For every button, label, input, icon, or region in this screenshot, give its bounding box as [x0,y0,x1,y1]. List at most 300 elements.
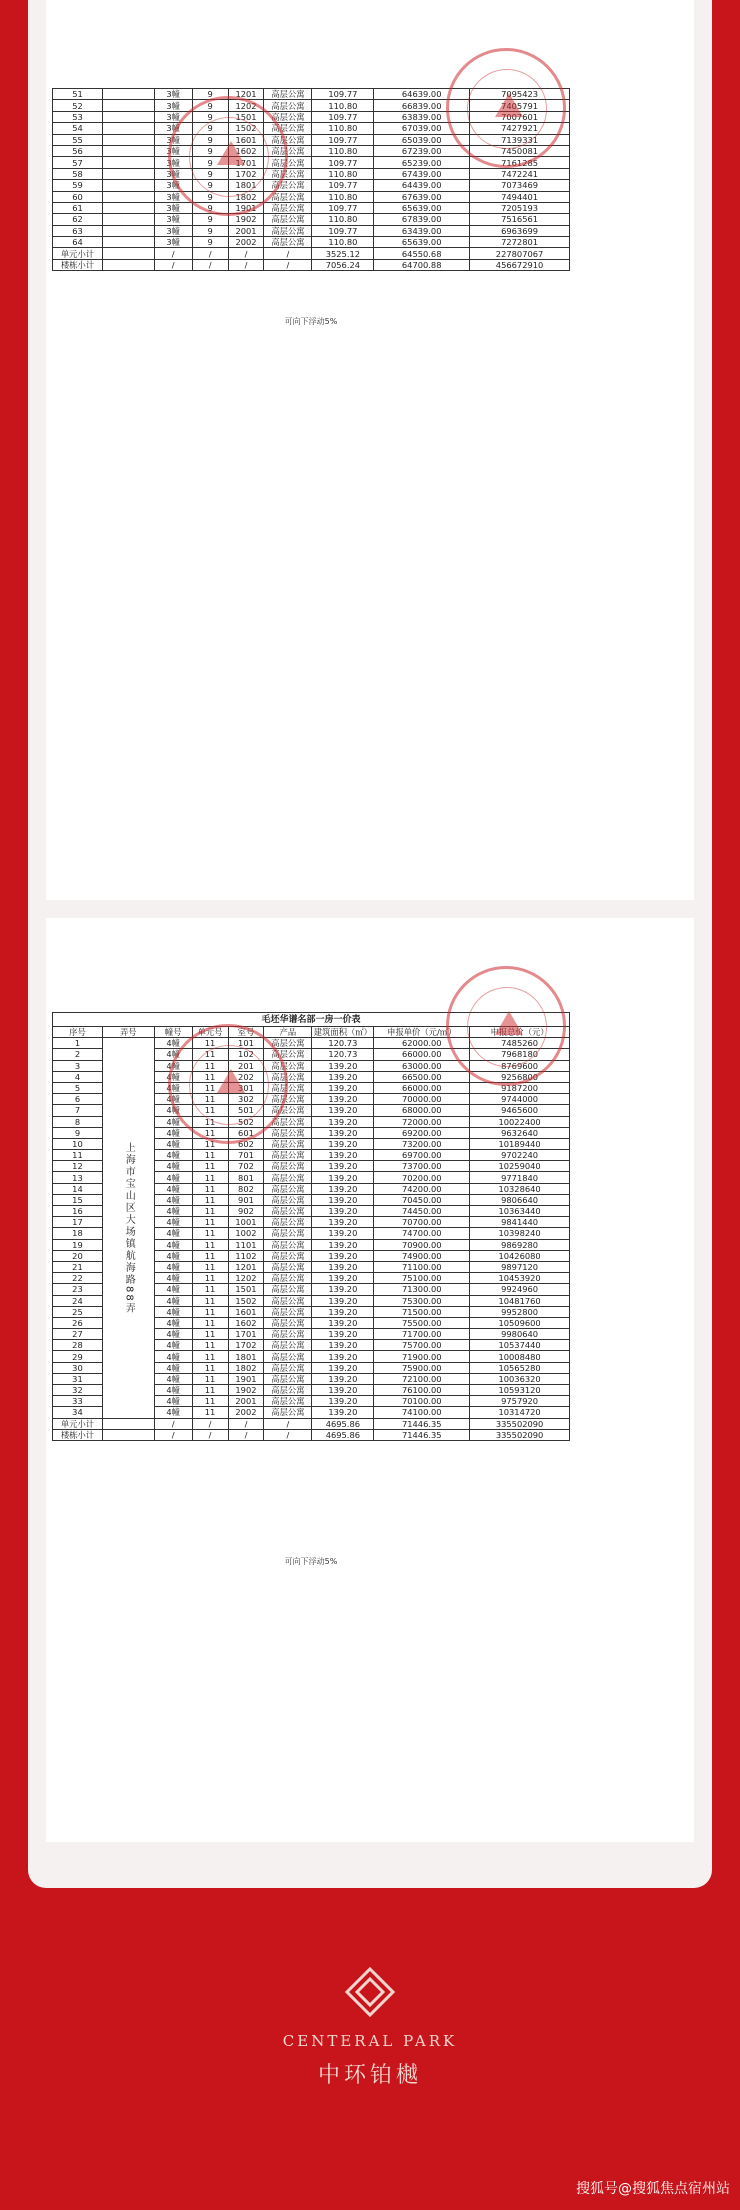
table-cell: 301 [228,1082,264,1093]
table-cell: 3幢 [154,168,192,179]
table-cell: 71446.35 [374,1418,470,1429]
table-cell: 4幢 [154,1094,192,1105]
row-number: 6 [53,1094,103,1105]
table-cell: 139.20 [312,1284,374,1295]
table-cell: 70900.00 [374,1239,470,1250]
table-cell: 139.20 [312,1373,374,1384]
subtotal-label: 楼栋小计 [53,259,103,270]
table-cell: / [264,248,312,259]
table-cell: 63839.00 [374,111,470,122]
table-cell: 高层公寓 [264,1071,312,1082]
table-cell: 高层公寓 [264,1373,312,1384]
table-cell: 66000.00 [374,1049,470,1060]
table-cell: 68000.00 [374,1105,470,1116]
table-cell: 4幢 [154,1373,192,1384]
project-cell [102,1429,154,1440]
table-cell: 3幢 [154,89,192,100]
official-seal-stamp [168,1024,288,1144]
table-cell: 11 [192,1105,228,1116]
column-header: 幢号 [154,1027,192,1038]
table-row [53,214,570,225]
table-cell: 高层公寓 [264,1261,312,1272]
table-cell: 1602 [228,145,264,156]
table-cell: 11 [192,1049,228,1060]
table-cell: 110.80 [312,145,374,156]
table-cell: 1201 [228,89,264,100]
table-cell: 3525.12 [312,248,374,259]
float-note-2: 可向下浮动5% [284,1557,338,1566]
row-number: 1 [53,1038,103,1049]
project-address: 上海市宝山区大场镇航海路88弄 [123,1141,135,1315]
table-cell: 高层公寓 [264,1194,312,1205]
table-cell: 11 [192,1094,228,1105]
table-cell: 高层公寓 [264,191,312,202]
table-cell: 11 [192,1373,228,1384]
table-cell: 1702 [228,168,264,179]
table-cell: / [264,1418,312,1429]
table-cell: 4幢 [154,1127,192,1138]
subtotal-label: 单元小计 [53,248,103,259]
table-cell: 7007601 [470,111,570,122]
table-cell: 62000.00 [374,1038,470,1049]
float-note-1: 可向下浮动5% [284,317,338,326]
table-cell: 9806640 [470,1194,570,1205]
project-cell [102,237,154,248]
table-cell: 10036320 [470,1373,570,1384]
subtotal-row [53,1429,570,1440]
row-number: 33 [53,1396,103,1407]
table-cell: 4695.86 [312,1429,374,1440]
row-number: 29 [53,1351,103,1362]
project-cell [102,248,154,259]
table-cell: 4幢 [154,1239,192,1250]
table-cell: 73200.00 [374,1138,470,1149]
table-cell: 高层公寓 [264,1060,312,1071]
table-cell: 9757920 [470,1396,570,1407]
table-cell: 1701 [228,157,264,168]
table-cell: 109.77 [312,89,374,100]
table-cell: 139.20 [312,1217,374,1228]
table-cell: 9 [192,225,228,236]
table-cell: 9744000 [470,1094,570,1105]
table-cell: 7405791 [470,100,570,111]
row-number: 7 [53,1105,103,1116]
table-cell: 110.80 [312,214,374,225]
table-cell: 139.20 [312,1261,374,1272]
table-cell: 109.77 [312,157,374,168]
table-cell: 高层公寓 [264,180,312,191]
table-cell: 9702240 [470,1150,570,1161]
table-cell: 7485260 [470,1038,570,1049]
table-cell: 高层公寓 [264,1105,312,1116]
table-cell: 72100.00 [374,1373,470,1384]
table-cell: 高层公寓 [264,1172,312,1183]
table-cell: 456672910 [470,259,570,270]
table-cell: 11 [192,1138,228,1149]
table-cell: / [154,248,192,259]
table-cell: 2001 [228,1396,264,1407]
table-cell: 11 [192,1306,228,1317]
table-cell: 11 [192,1172,228,1183]
table-cell: 3幢 [154,202,192,213]
table-cell: 120.73 [312,1038,374,1049]
table-cell: 1902 [228,1385,264,1396]
row-number: 21 [53,1261,103,1272]
column-header: 申报总价（元） [470,1027,570,1038]
table-cell: 4幢 [154,1329,192,1340]
table-cell: 1501 [228,111,264,122]
table-row [53,180,570,191]
row-number: 25 [53,1306,103,1317]
table-cell: 9 [192,191,228,202]
table-cell: 71700.00 [374,1329,470,1340]
table-cell: 10398240 [470,1228,570,1239]
row-number: 26 [53,1317,103,1328]
table-cell: 110.80 [312,191,374,202]
table-cell: 67839.00 [374,214,470,225]
table-cell: 139.20 [312,1060,374,1071]
table-cell: 7073469 [470,180,570,191]
row-number: 13 [53,1172,103,1183]
table-cell: 1902 [228,214,264,225]
table-cell: 11 [192,1116,228,1127]
table-cell: 高层公寓 [264,1250,312,1261]
table-cell: 139.20 [312,1340,374,1351]
table-cell: 67439.00 [374,168,470,179]
project-cell [102,202,154,213]
row-number: 5 [53,1082,103,1093]
table-cell: 11 [192,1060,228,1071]
table-cell: 高层公寓 [264,134,312,145]
table-cell: 11 [192,1396,228,1407]
table-cell: 高层公寓 [264,1306,312,1317]
table-row [53,237,570,248]
table-cell: 9980640 [470,1329,570,1340]
table-cell: 9 [192,89,228,100]
column-header: 弄号 [102,1027,154,1038]
table-cell: 139.20 [312,1150,374,1161]
table-cell: 9187200 [470,1082,570,1093]
table-cell: 71100.00 [374,1261,470,1272]
table-cell: 4幢 [154,1082,192,1093]
table-cell: 74450.00 [374,1206,470,1217]
row-number: 4 [53,1071,103,1082]
table-cell: 11 [192,1239,228,1250]
table-cell: 335502090 [470,1429,570,1440]
table-cell: 67039.00 [374,123,470,134]
table-cell: 109.77 [312,180,374,191]
table-cell: 65239.00 [374,157,470,168]
table-cell: 110.80 [312,100,374,111]
table-cell: 75100.00 [374,1273,470,1284]
table-cell: 1202 [228,100,264,111]
table-cell: 高层公寓 [264,1340,312,1351]
table-cell: 11 [192,1340,228,1351]
table-cell: 9 [192,180,228,191]
seal-star-icon [217,141,245,165]
table-cell: 70000.00 [374,1094,470,1105]
table-cell: 11 [192,1250,228,1261]
row-number: 3 [53,1060,103,1071]
table-cell: 高层公寓 [264,1228,312,1239]
table-cell: 64439.00 [374,180,470,191]
row-number: 32 [53,1385,103,1396]
table-cell: 高层公寓 [264,123,312,134]
table-cell: 69700.00 [374,1150,470,1161]
table-cell: 1002 [228,1228,264,1239]
table-cell: 69200.00 [374,1127,470,1138]
table-cell: 9 [192,145,228,156]
table-cell: 10565280 [470,1362,570,1373]
table-cell: 70700.00 [374,1217,470,1228]
seal-star-icon [495,1011,523,1035]
table-cell: 1702 [228,1340,264,1351]
table-cell: 高层公寓 [264,1161,312,1172]
row-number: 54 [53,123,103,134]
table-cell: 高层公寓 [264,111,312,122]
table-cell: 高层公寓 [264,1127,312,1138]
row-number: 58 [53,168,103,179]
table-cell: 74900.00 [374,1250,470,1261]
table-cell: 66839.00 [374,100,470,111]
table-cell: 4幢 [154,1351,192,1362]
project-cell [102,225,154,236]
row-number: 57 [53,157,103,168]
table-cell: 9952800 [470,1306,570,1317]
table-cell: 1202 [228,1273,264,1284]
row-number: 64 [53,237,103,248]
table-cell: / [264,259,312,270]
table-cell: 11 [192,1161,228,1172]
table-cell: 9 [192,202,228,213]
table-cell: 4幢 [154,1340,192,1351]
table-cell: 7427921 [470,123,570,134]
table-cell: 1901 [228,202,264,213]
table-cell: 高层公寓 [264,145,312,156]
project-cell [102,180,154,191]
table-cell: 9897120 [470,1261,570,1272]
row-number: 51 [53,89,103,100]
table-cell: 501 [228,1105,264,1116]
table-cell: 6963699 [470,225,570,236]
table-cell: 4幢 [154,1228,192,1239]
table-cell: 10314720 [470,1407,570,1418]
table-cell: 70450.00 [374,1194,470,1205]
table-cell: 71500.00 [374,1306,470,1317]
table-cell: 139.20 [312,1138,374,1149]
table-cell: 3幢 [154,180,192,191]
table-cell: 3幢 [154,145,192,156]
table-cell: 高层公寓 [264,1206,312,1217]
table-cell: 高层公寓 [264,1150,312,1161]
project-cell [102,111,154,122]
table-cell: / [154,259,192,270]
table-cell: 11 [192,1194,228,1205]
table-cell: / [192,1429,228,1440]
table-cell: 74100.00 [374,1407,470,1418]
table-cell: 7272801 [470,237,570,248]
table-cell: 801 [228,1172,264,1183]
table-cell: 11 [192,1217,228,1228]
row-number: 18 [53,1228,103,1239]
table-cell: 901 [228,1194,264,1205]
table-cell: 4幢 [154,1385,192,1396]
project-cell [102,134,154,145]
table-cell: 11 [192,1407,228,1418]
table-cell: 109.77 [312,134,374,145]
table-cell: 4幢 [154,1049,192,1060]
table-cell: 9 [192,123,228,134]
table-cell: 11 [192,1127,228,1138]
table-cell: 10537440 [470,1340,570,1351]
project-cell [102,123,154,134]
table-cell: 139.20 [312,1407,374,1418]
table-cell: 1701 [228,1329,264,1340]
table-cell: 302 [228,1094,264,1105]
row-number: 52 [53,100,103,111]
table-cell: 10481760 [470,1295,570,1306]
table-cell: 7056.24 [312,259,374,270]
table-cell: 4幢 [154,1105,192,1116]
row-number: 17 [53,1217,103,1228]
table-cell: 11 [192,1261,228,1272]
table-cell: 4幢 [154,1273,192,1284]
table-cell: 70200.00 [374,1172,470,1183]
brand-name-en: CENTERAL PARK [282,2032,458,2050]
table-cell: 4幢 [154,1306,192,1317]
table-cell: 8769600 [470,1060,570,1071]
official-seal-stamp [446,966,566,1086]
table-cell: 9256800 [470,1071,570,1082]
subtotal-label: 单元小计 [53,1418,103,1429]
row-number: 59 [53,180,103,191]
table-cell: 101 [228,1038,264,1049]
row-number: 34 [53,1407,103,1418]
table-cell: 75900.00 [374,1362,470,1373]
row-number: 8 [53,1116,103,1127]
table-cell: 74700.00 [374,1228,470,1239]
table-cell: 3幢 [154,111,192,122]
table-cell: 1102 [228,1250,264,1261]
seal-star-icon [217,1069,245,1093]
table-cell: 4幢 [154,1284,192,1295]
table-cell: 201 [228,1060,264,1071]
table-cell: 7161285 [470,157,570,168]
table-cell: 2002 [228,237,264,248]
table-cell: 高层公寓 [264,157,312,168]
subtotal-row [53,259,570,270]
row-number: 24 [53,1295,103,1306]
project-cell [102,168,154,179]
table-cell: / [228,1418,264,1429]
table-cell: 10189440 [470,1138,570,1149]
table-cell: 高层公寓 [264,1049,312,1060]
table-cell: 7139331 [470,134,570,145]
row-number: 31 [53,1373,103,1384]
table-cell: 9 [192,157,228,168]
table-cell: 高层公寓 [264,1295,312,1306]
table-cell: 139.20 [312,1306,374,1317]
table-cell: 139.20 [312,1329,374,1340]
table-cell: 71900.00 [374,1351,470,1362]
table-cell: 66000.00 [374,1082,470,1093]
column-header: 建筑面积（㎡） [313,1027,372,1038]
row-number: 2 [53,1049,103,1060]
subtotal-row [53,248,570,259]
table-cell: 4幢 [154,1295,192,1306]
column-header: 序号 [53,1027,103,1038]
table-cell: 高层公寓 [264,1329,312,1340]
table-cell: 4幢 [154,1116,192,1127]
table-cell: 139.20 [312,1295,374,1306]
table-cell: 67639.00 [374,191,470,202]
project-address-cell [102,1038,154,1418]
project-cell [102,191,154,202]
table-cell: 高层公寓 [264,1273,312,1284]
table-cell: 1801 [228,1351,264,1362]
table-cell: 63439.00 [374,225,470,236]
table-cell: 9 [192,237,228,248]
row-number: 28 [53,1340,103,1351]
table-cell: 139.20 [312,1105,374,1116]
table-cell: / [154,1418,192,1429]
table-cell: 10363440 [470,1206,570,1217]
table-cell: 2001 [228,225,264,236]
table-cell: 64639.00 [374,89,470,100]
table-cell: 9632640 [470,1127,570,1138]
table-cell: 139.20 [312,1206,374,1217]
table-cell: 高层公寓 [264,1094,312,1105]
table-cell: 1502 [228,1295,264,1306]
row-number: 55 [53,134,103,145]
table-cell: 65639.00 [374,202,470,213]
brand-logo-icon [338,1966,402,2018]
table-cell: 139.20 [312,1396,374,1407]
project-cell [102,1418,154,1429]
table-cell: 10453920 [470,1273,570,1284]
table-cell: 71446.35 [374,1429,470,1440]
table-cell: 120.73 [312,1049,374,1060]
table-cell: 139.20 [312,1385,374,1396]
table-cell: 1001 [228,1217,264,1228]
table-cell: 74200.00 [374,1183,470,1194]
table-cell: 139.20 [312,1161,374,1172]
table-cell: 4幢 [154,1317,192,1328]
subtotal-row [53,1418,570,1429]
seal-star-icon [495,93,523,117]
table-cell: 139.20 [312,1127,374,1138]
row-number: 62 [53,214,103,225]
table-cell: 109.77 [312,202,374,213]
table-cell: / [264,1429,312,1440]
table-cell: 高层公寓 [264,1396,312,1407]
project-cell [102,214,154,225]
table-cell: 10328640 [470,1183,570,1194]
table-cell: 66500.00 [374,1071,470,1082]
table-cell: 3幢 [154,157,192,168]
table-cell: 139.20 [312,1273,374,1284]
table-cell: 139.20 [312,1228,374,1239]
table-cell: 139.20 [312,1116,374,1127]
table-cell: 11 [192,1295,228,1306]
table-cell: 67239.00 [374,145,470,156]
table-cell: 高层公寓 [264,1217,312,1228]
table-cell: 702 [228,1161,264,1172]
table-cell: 75300.00 [374,1295,470,1306]
row-number: 53 [53,111,103,122]
table-cell: 高层公寓 [264,1385,312,1396]
table-cell: 3幢 [154,100,192,111]
